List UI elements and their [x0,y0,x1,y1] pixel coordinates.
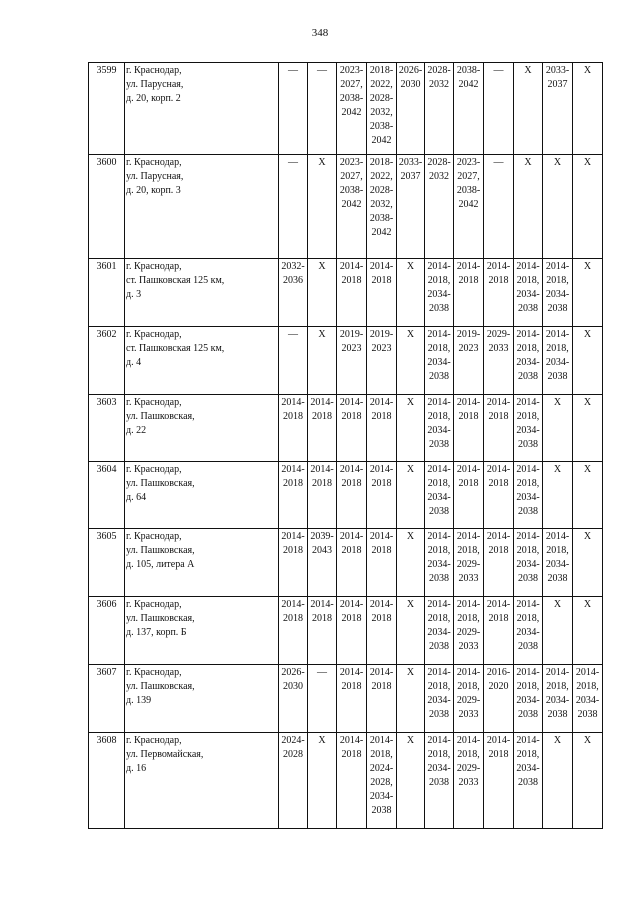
period-cell: 2014- 2018, 2034- 2038 [543,665,573,733]
period-cell: X [573,529,603,597]
row-number: 3606 [89,597,125,665]
period-cell: 2029- 2033 [484,327,514,395]
period-cell: 2014- 2018 [454,259,484,327]
period-cell: X [397,462,425,529]
period-cell: X [397,395,425,462]
table-row [89,462,603,529]
period-cell: 2023- 2027, 2038- 2042 [337,63,367,155]
address-cell: г. Краснодар, ст. Пашковская 125 км, д. 3 [125,259,279,327]
period-cell: 2014- 2018 [367,597,397,665]
period-cell: X [308,259,337,327]
period-cell: X [514,63,543,155]
period-cell: X [308,733,337,829]
row-number: 3608 [89,733,125,829]
period-cell: 2014- 2018, 2024- 2028, 2034- 2038 [367,733,397,829]
table-row [89,733,603,829]
period-cell: X [573,63,603,155]
page-number: 348 [311,27,329,39]
period-cell: 2014- 2018 [484,597,514,665]
period-cell: 2019- 2023 [337,327,367,395]
period-cell: 2038- 2042 [454,63,484,155]
period-cell: X [543,395,573,462]
period-cell: 2026- 2030 [279,665,308,733]
period-cell: 2014- 2018, 2034- 2038 [514,462,543,529]
period-cell: 2014- 2018 [337,733,367,829]
period-cell: X [397,327,425,395]
period-cell: 2014- 2018, 2034- 2038 [514,597,543,665]
period-cell: 2014- 2018, 2034- 2038 [425,665,454,733]
period-cell: 2018- 2022, 2028- 2032, 2038- 2042 [367,63,397,155]
period-cell: 2014- 2018 [367,665,397,733]
period-cell: X [573,327,603,395]
period-cell: X [573,597,603,665]
period-cell: 2032- 2036 [279,259,308,327]
period-cell: X [397,529,425,597]
period-cell: — [484,155,514,259]
period-cell: 2026- 2030 [397,63,425,155]
period-cell: 2014- 2018 [484,259,514,327]
period-cell: 2019- 2023 [454,327,484,395]
period-cell: 2014- 2018 [454,395,484,462]
table-row [89,597,603,665]
table-row [89,259,603,327]
row-number: 3602 [89,327,125,395]
period-cell: 2033- 2037 [543,63,573,155]
period-cell: 2014- 2018 [337,597,367,665]
period-cell: 2014- 2018 [484,462,514,529]
address-cell: г. Краснодар, ул. Пашковская, д. 105, литера А [125,529,279,597]
period-cell: 2014- 2018 [484,395,514,462]
period-cell: 2014- 2018 [484,733,514,829]
table-row [89,63,603,155]
period-cell: 2014- 2018 [279,529,308,597]
period-cell: 2014- 2018 [337,665,367,733]
registry-table-body [89,63,603,829]
address-cell: г. Краснодар, ул. Парусная, д. 20, корп. 3 [125,155,279,259]
period-cell: 2014- 2018 [308,395,337,462]
period-cell: 2014- 2018 [367,395,397,462]
row-number: 3601 [89,259,125,327]
period-cell: 2014- 2018, 2034- 2038 [425,395,454,462]
period-cell: 2014- 2018, 2034- 2038 [543,259,573,327]
period-cell: 2019- 2023 [367,327,397,395]
period-cell: 2014- 2018, 2034- 2038 [514,395,543,462]
period-cell: 2028- 2032 [425,63,454,155]
period-cell: X [573,733,603,829]
period-cell: X [308,327,337,395]
period-cell: 2014- 2018, 2034- 2038 [425,529,454,597]
period-cell: 2028- 2032 [425,155,454,259]
period-cell: 2014- 2018 [484,529,514,597]
period-cell: 2014- 2018, 2034- 2038 [514,665,543,733]
period-cell: X [397,259,425,327]
period-cell: — [279,155,308,259]
period-cell: 2014- 2018, 2034- 2038 [425,462,454,529]
table-row [89,155,603,259]
period-cell: X [308,155,337,259]
registry-table [88,62,603,829]
period-cell: X [543,155,573,259]
period-cell: X [397,665,425,733]
period-cell: 2014- 2018 [367,259,397,327]
table-row [89,665,603,733]
period-cell: 2014- 2018, 2034- 2038 [514,529,543,597]
address-cell: г. Краснодар, ул. Парусная, д. 20, корп. 2 [125,63,279,155]
period-cell: 2014- 2018, 2034- 2038 [514,259,543,327]
period-cell: 2014- 2018 [279,395,308,462]
period-cell: — [484,63,514,155]
period-cell: X [397,733,425,829]
period-cell: — [279,327,308,395]
row-number: 3607 [89,665,125,733]
period-cell: X [573,462,603,529]
period-cell: 2014- 2018 [337,259,367,327]
row-number: 3603 [89,395,125,462]
address-cell: г. Краснодар, ул. Пашковская, д. 22 [125,395,279,462]
address-cell: г. Краснодар, ул. Первомайская, д. 16 [125,733,279,829]
period-cell: X [573,155,603,259]
period-cell: X [573,259,603,327]
period-cell: 2014- 2018, 2029- 2033 [454,529,484,597]
period-cell: — [308,63,337,155]
table-row [89,395,603,462]
period-cell: 2014- 2018, 2029- 2033 [454,733,484,829]
period-cell: 2014- 2018, 2034- 2038 [514,327,543,395]
period-cell: 2014- 2018, 2034- 2038 [543,529,573,597]
period-cell: 2039- 2043 [308,529,337,597]
period-cell: 2014- 2018 [308,462,337,529]
period-cell: X [543,597,573,665]
row-number: 3605 [89,529,125,597]
address-cell: г. Краснодар, ул. Пашковская, д. 139 [125,665,279,733]
period-cell: — [308,665,337,733]
row-number: 3600 [89,155,125,259]
period-cell: 2023- 2027, 2038- 2042 [454,155,484,259]
period-cell: 2014- 2018, 2034- 2038 [543,327,573,395]
address-cell: г. Краснодар, ул. Пашковская, д. 64 [125,462,279,529]
period-cell: X [573,395,603,462]
period-cell: 2014- 2018, 2034- 2038 [425,597,454,665]
period-cell: 2014- 2018, 2029- 2033 [454,597,484,665]
period-cell: 2014- 2018 [367,462,397,529]
period-cell: 2014- 2018 [279,462,308,529]
period-cell: X [514,155,543,259]
period-cell: X [543,733,573,829]
period-cell: 2014- 2018 [337,529,367,597]
period-cell: 2018- 2022, 2028- 2032, 2038- 2042 [367,155,397,259]
row-number: 3604 [89,462,125,529]
period-cell: 2014- 2018, 2029- 2033 [454,665,484,733]
period-cell: 2023- 2027, 2038- 2042 [337,155,367,259]
address-cell: г. Краснодар, ст. Пашковская 125 км, д. 4 [125,327,279,395]
period-cell: 2014- 2018 [337,395,367,462]
period-cell: 2014- 2018 [367,529,397,597]
period-cell: 2014- 2018, 2034- 2038 [425,733,454,829]
period-cell: 2014- 2018, 2034- 2038 [573,665,603,733]
address-cell: г. Краснодар, ул. Пашковская, д. 137, корп. Б [125,597,279,665]
table-row [89,327,603,395]
period-cell: 2014- 2018 [454,462,484,529]
table-row [89,529,603,597]
period-cell: 2014- 2018 [337,462,367,529]
period-cell: 2016- 2020 [484,665,514,733]
period-cell: 2014- 2018, 2034- 2038 [425,327,454,395]
period-cell: 2024- 2028 [279,733,308,829]
period-cell: 2033- 2037 [397,155,425,259]
period-cell: — [279,63,308,155]
period-cell: X [543,462,573,529]
period-cell: 2014- 2018 [279,597,308,665]
period-cell: 2014- 2018 [308,597,337,665]
period-cell: 2014- 2018, 2034- 2038 [425,259,454,327]
period-cell: 2014- 2018, 2034- 2038 [514,733,543,829]
period-cell: X [397,597,425,665]
row-number: 3599 [89,63,125,155]
